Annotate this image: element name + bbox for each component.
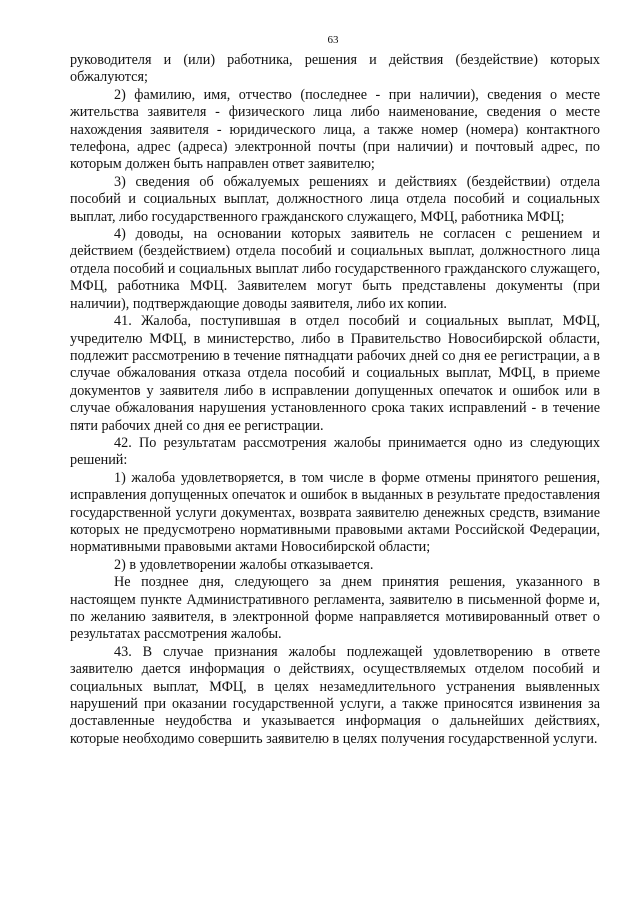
page-number: 63 <box>327 34 339 46</box>
paragraph-item-2: 2) фамилию, имя, отчество (последнее - при наличии), сведения о месте жительства заявителя - физического лица либо наименование, сведения о месте нахождения заявителя - юридического лица, а также номер (номера) контактного телефона, адрес (адреса) электронной почты (при наличии) и почтовый адрес, по которым должен быть направлен ответ заявителю; <box>70 86 600 173</box>
document-body <box>70 52 600 748</box>
paragraph-clause-41: 41. Жалоба, поступившая в отдел пособий и социальных выплат, МФЦ, учредителю МФЦ, в министерство, либо в Правительство Новосибирской области, подлежит рассмотрению в течение пятнадцати рабочих дней со дня ее регистрации, а в случае обжалования отказа отдела пособий и социальных выплат, МФЦ, в приеме документов у заявителя либо в исправлении допущенных опечаток и ошибок или в случае обжалования нарушения установленного срока таких исправлений - в течение пяти рабочих дней со дня ее регистрации. <box>70 313 600 434</box>
paragraph-decision-2: 2) в удовлетворении жалобы отказывается. <box>114 556 374 573</box>
paragraph-response-deadline: Не позднее дня, следующего за днем принятия решения, указанного в настоящем пункте Административного регламента, заявителю в письменной форме и, по желанию заявителя, в электронной форме направляется мотивированный ответ о результатах рассмотрения жалобы. <box>70 574 600 643</box>
paragraph-decision-1: 1) жалоба удовлетворяется, в том числе в форме отмены принятого решения, исправления допущенных опечаток и ошибок в выданных в результате предоставления государственной услуги документах, возврата заявителю денежных средств, взимание которых не предусмотрено нормативными правовыми актами Российской Федерации, нормативными правовыми актами Новосибирской области; <box>70 469 600 556</box>
paragraph-clause-43: 43. В случае признания жалобы подлежащей удовлетворению в ответе заявителю дается информация о действиях, осуществляемых отделом пособий и социальных выплат, МФЦ, в целях незамедлительного устранения выявленных нарушений при оказании государственной услуги, а также приносятся извинения за доставленные неудобства и указывается информация о дальнейших действиях, которые необходимо совершить заявителю в целях получения государственной услуги. <box>70 643 600 747</box>
paragraph-continuation: руководителя и (или) работника, решения и действия (бездействие) которых обжалуются; <box>70 52 600 86</box>
paragraph-item-3: 3) сведения об обжалуемых решениях и действиях (бездействии) отдела пособий и социальных выплат, должностного лица отдела пособий и социальных выплат, либо государственного гражданского служащего, МФЦ, работника МФЦ; <box>70 173 600 225</box>
paragraph-item-4: 4) доводы, на основании которых заявитель не согласен с решением и действием (бездействием) отдела пособий и социальных выплат, должностного лица отдела пособий и социальных выплат либо государственного гражданского служащего, МФЦ, работника МФЦ. Заявителем могут быть представлены документы (при наличии), подтверждающие доводы заявителя, либо их копии. <box>70 226 600 312</box>
paragraph-clause-42: 42. По результатам рассмотрения жалобы принимается одно из следующих решений: <box>70 434 600 469</box>
